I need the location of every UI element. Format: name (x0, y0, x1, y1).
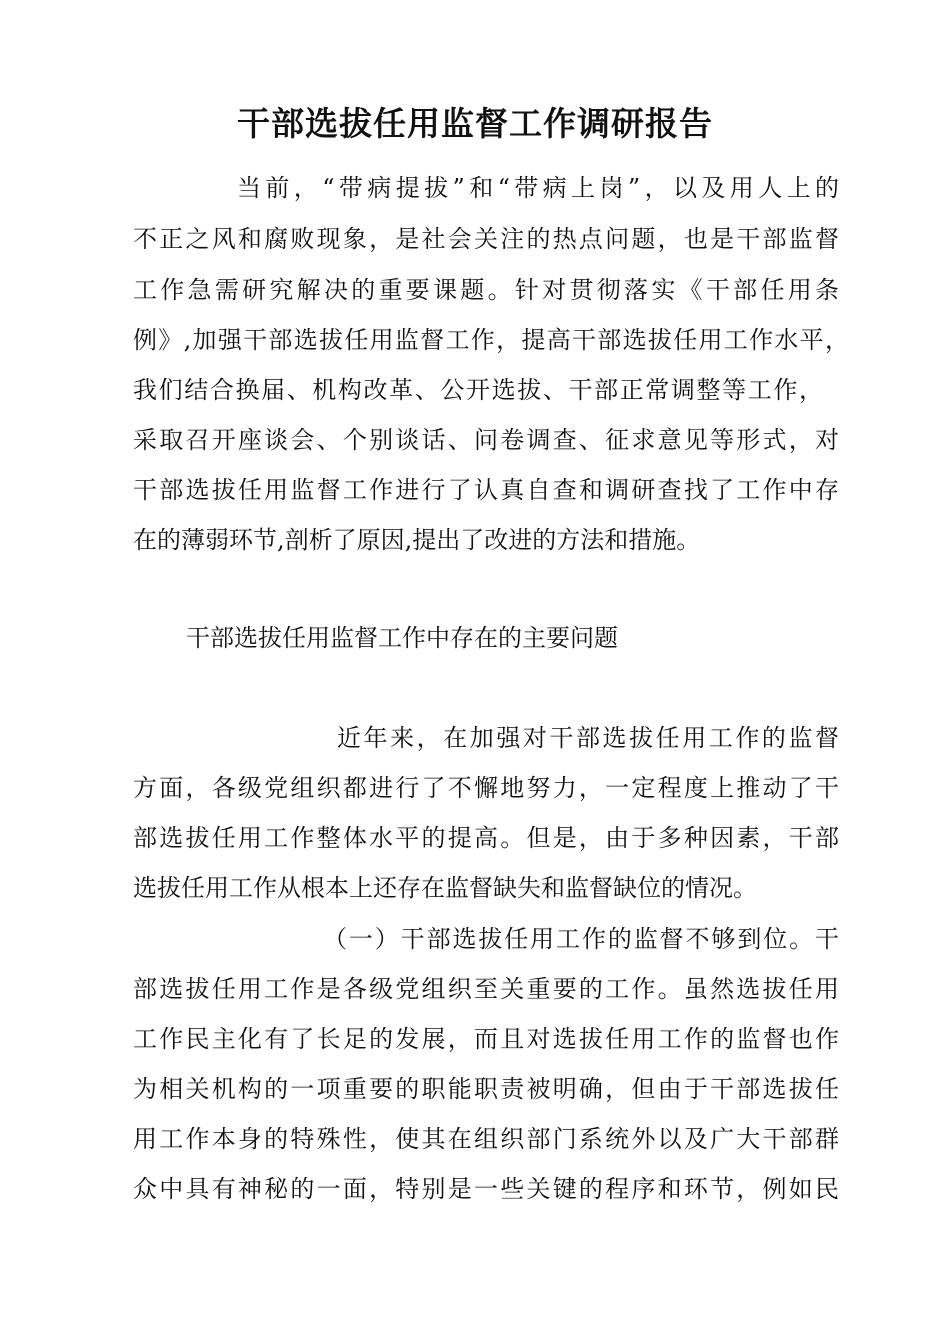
paragraph-line: 部选拔任用工作整体水平的提高。但是，由于多种因素，干部 (133, 824, 839, 852)
intro-line: 当前，“带病提拔”和“带病上岗”，以及用人上的 (237, 174, 839, 202)
intro-line: 例》,加强干部选拔任用监督工作，提高干部选拔任用工作水平， (133, 326, 849, 354)
paragraph-line: 选拔任用工作从根本上还存在监督缺失和监督缺位的情况。 (133, 874, 757, 902)
intro-line: 工作急需研究解决的重要课题。针对贯彻落实《干部任用条 (133, 276, 839, 304)
document-title: 干部选拔任用监督工作调研报告 (237, 104, 713, 143)
paragraph-line: 用工作本身的特殊性，使其在组织部门系统外以及广大干部群 (133, 1125, 839, 1153)
paragraph-line: （一）干部选拔任用工作的监督不够到位。干 (323, 925, 839, 953)
intro-line: 采取召开座谈会、个别谈话、问卷调查、征求意见等形式，对 (133, 426, 839, 454)
paragraph-line: 工作民主化有了长足的发展，而且对选拔任用工作的监督也作 (133, 1025, 839, 1053)
section-heading: 干部选拔任用监督工作中存在的主要问题 (186, 624, 618, 652)
intro-line: 我们结合换届、机构改革、公开选拔、干部正常调整等工作， (133, 376, 823, 404)
paragraph-line: 方面，各级党组织都进行了不懈地努力，一定程度上推动了干 (133, 774, 839, 802)
paragraph-line: 为相关机构的一项重要的职能职责被明确，但由于干部选拔任 (133, 1075, 839, 1103)
intro-line: 在的薄弱环节,剖析了原因,提出了改进的方法和措施。 (133, 526, 701, 554)
intro-line: 干部选拔任用监督工作进行了认真自查和调研查找了工作中存 (133, 476, 839, 504)
paragraph-line: 众中具有神秘的一面，特别是一些关键的程序和环节，例如民 (133, 1175, 839, 1203)
paragraph-line: 部选拔任用工作是各级党组织至关重要的工作。虽然选拔任用 (133, 975, 839, 1003)
paragraph-line: 近年来，在加强对干部选拔任用工作的监督 (337, 724, 839, 752)
intro-line: 不正之风和腐败现象，是社会关注的热点问题，也是干部监督 (133, 225, 839, 253)
